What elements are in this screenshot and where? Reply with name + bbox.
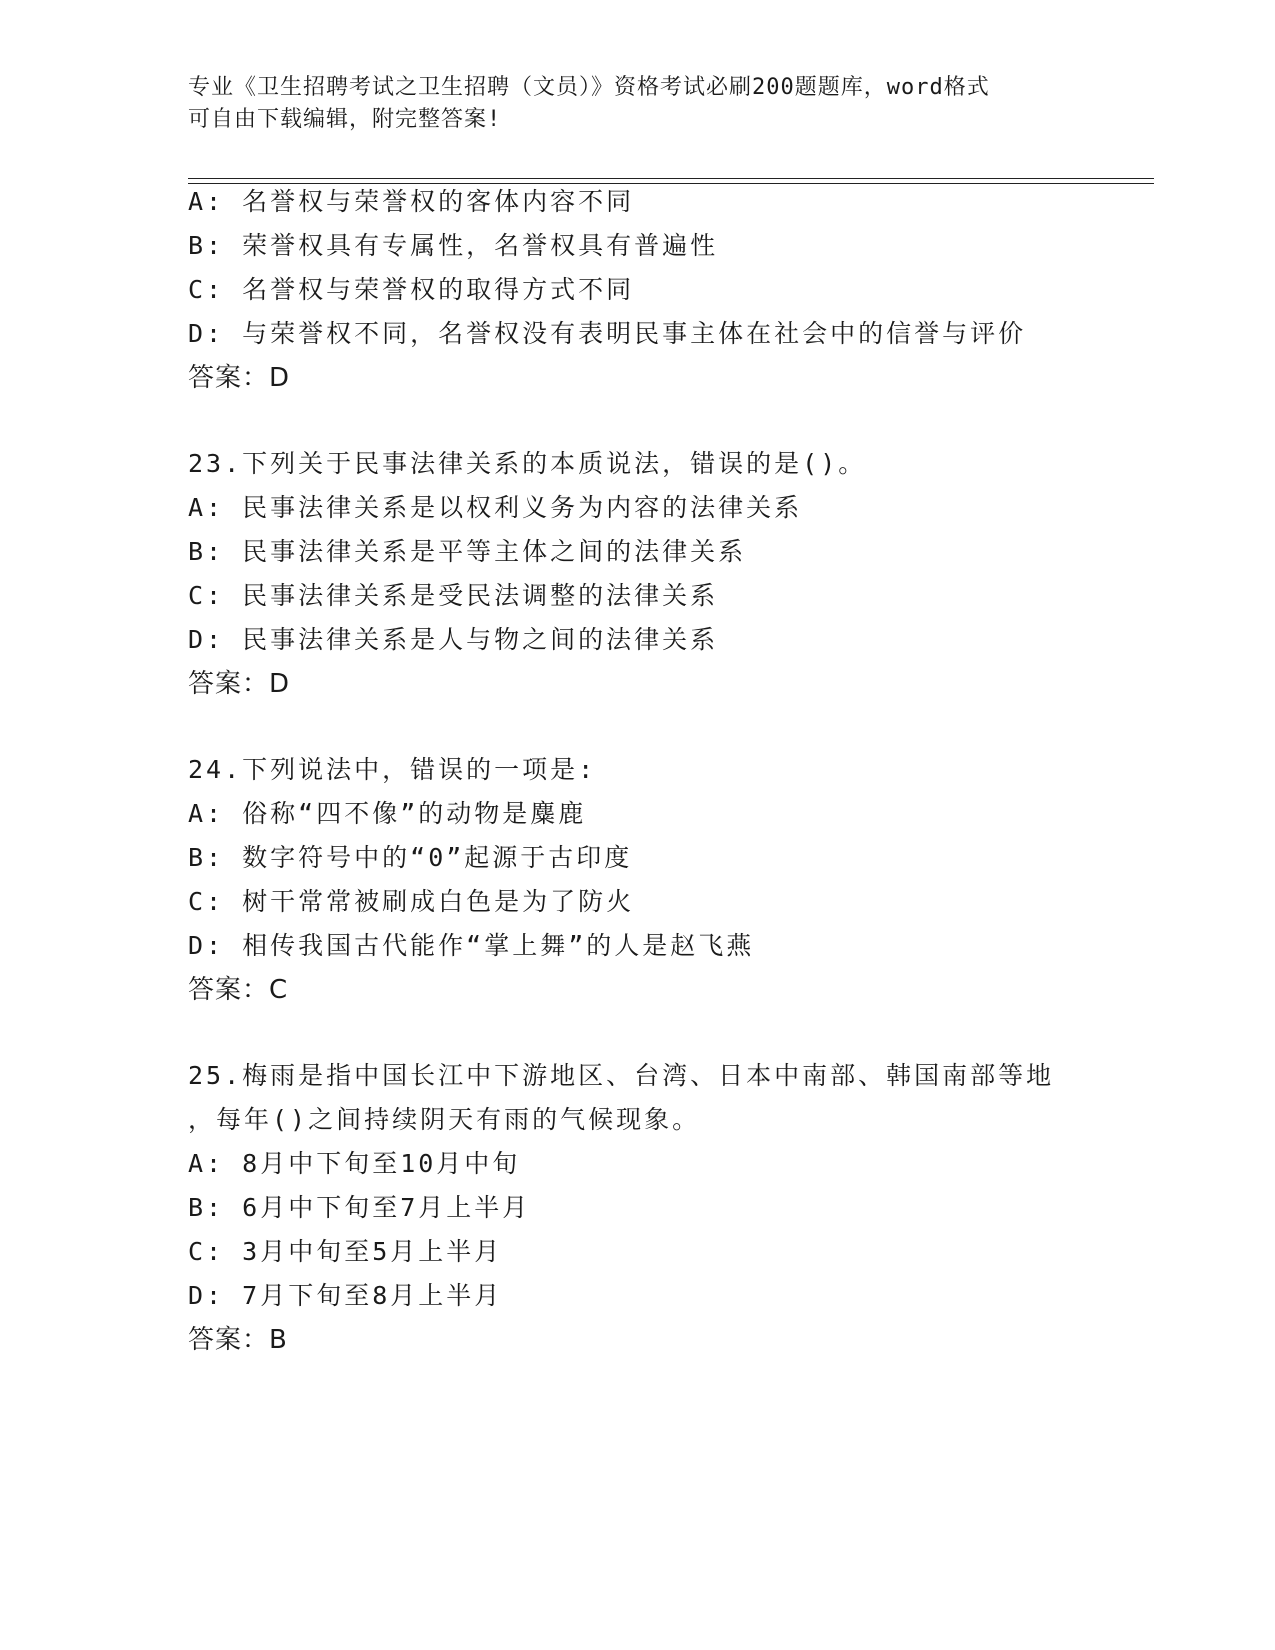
q22-option-a: A: 名誉权与荣誉权的客体内容不同: [188, 187, 635, 216]
q24-option-b: B: 数字符号中的“0”起源于古印度: [188, 843, 633, 872]
q22-option-d: D: 与荣誉权不同，名誉权没有表明民事主体在社会中的信誉与评价: [188, 319, 1027, 348]
q23-answer: 答案：D: [188, 669, 291, 699]
q24-option-d: D: 相传我国古代能作“掌上舞”的人是赵飞燕: [188, 931, 755, 960]
header-line-2: 可自由下载编辑，附完整答案!: [188, 107, 502, 132]
header-line-1: 专业《卫生招聘考试之卫生招聘（文员）》资格考试必刷200题题库，word格式: [188, 75, 990, 100]
header-text: [188, 72, 1088, 136]
header-divider-bottom: [188, 183, 1154, 184]
q25-option-b: B: 6月中下旬至7月上半月: [188, 1193, 531, 1222]
header-divider-top: [188, 178, 1154, 179]
q22-answer: 答案：D: [188, 363, 291, 393]
q25-option-a: A: 8月中下旬至10月中旬: [188, 1149, 521, 1178]
q22-option-b: B: 荣誉权具有专属性，名誉权具有普遍性: [188, 231, 719, 260]
q23-option-b: B: 民事法律关系是平等主体之间的法律关系: [188, 537, 747, 566]
q23-option-c: C: 民事法律关系是受民法调整的法律关系: [188, 581, 719, 610]
q23-option-a: A: 民事法律关系是以权利义务为内容的法律关系: [188, 493, 803, 522]
q25-option-c: C: 3月中旬至5月上半月: [188, 1237, 503, 1266]
q24-answer: 答案：C: [188, 975, 289, 1005]
q25-question-line-1: 25.梅雨是指中国长江中下游地区、台湾、日本中南部、韩国南部等地: [188, 1061, 1055, 1090]
q25-option-d: D: 7月下旬至8月上半月: [188, 1281, 503, 1310]
q25-question-line-2: ，每年()之间持续阴天有雨的气候现象。: [188, 1105, 701, 1134]
q24-option-c: C: 树干常常被刷成白色是为了防火: [188, 887, 635, 916]
q25-answer: 答案：B: [188, 1325, 288, 1355]
q23-question: 23.下列关于民事法律关系的本质说法，错误的是()。: [188, 449, 867, 478]
q24-question: 24.下列说法中，错误的一项是:: [188, 755, 597, 784]
q22-option-c: C: 名誉权与荣誉权的取得方式不同: [188, 275, 635, 304]
q24-option-a: A: 俗称“四不像”的动物是麋鹿: [188, 799, 587, 828]
q23-option-d: D: 民事法律关系是人与物之间的法律关系: [188, 625, 719, 654]
